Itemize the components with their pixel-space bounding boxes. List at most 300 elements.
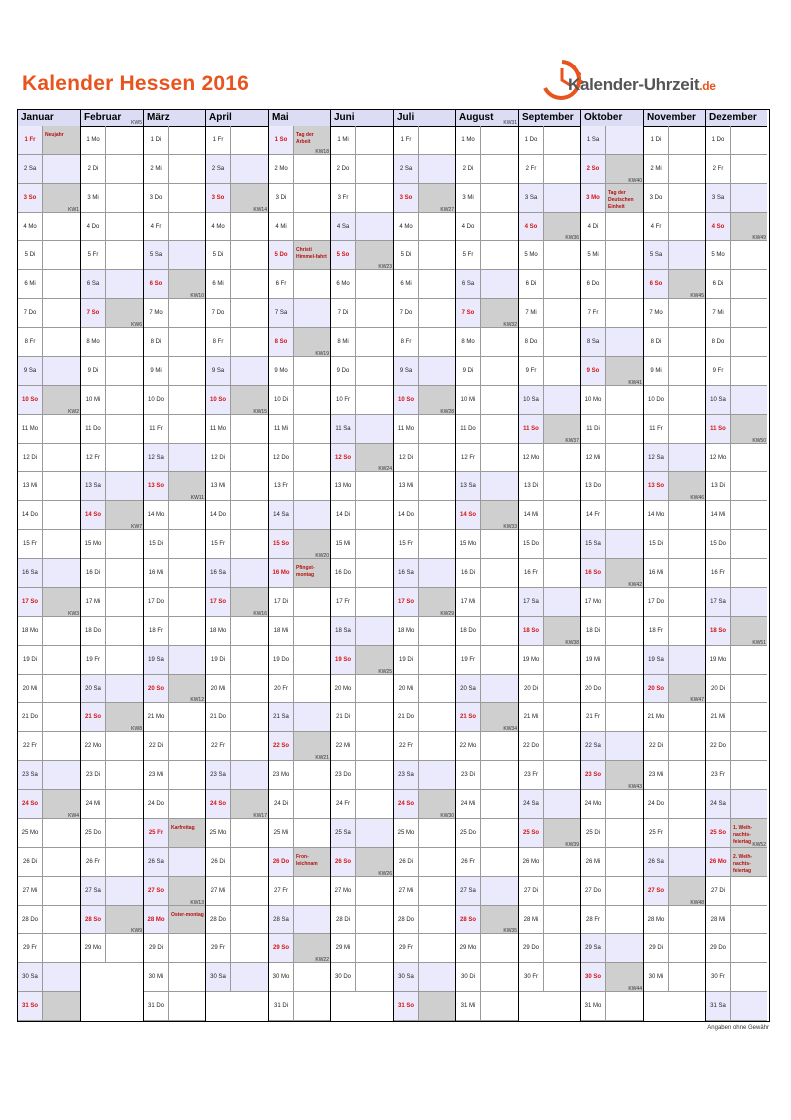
disclaimer: Angaben ohne Gewähr xyxy=(707,1025,769,1031)
day-note-area xyxy=(418,270,455,298)
day-note-area xyxy=(168,357,205,385)
day-note-area xyxy=(730,639,767,674)
day-label: 1 Fr xyxy=(212,137,224,143)
day-label: 18 Do xyxy=(84,627,101,634)
day-label: 6 Mi xyxy=(24,281,36,288)
day-label: 10 Sa xyxy=(710,396,726,403)
day-cell xyxy=(519,675,580,704)
day-label: 11 Fr xyxy=(149,425,163,432)
day-note-area xyxy=(730,559,767,587)
day-cell xyxy=(456,357,518,386)
day-cell xyxy=(331,126,393,155)
day-note-area xyxy=(605,177,643,212)
day-cell xyxy=(18,963,80,992)
day-label: 19 Sa xyxy=(148,656,164,663)
day-cell xyxy=(206,848,268,877)
day-cell xyxy=(144,819,205,848)
day-note-area xyxy=(105,357,143,385)
day-label: 27 Mi xyxy=(210,887,226,894)
day-note-area xyxy=(543,559,580,587)
day-note-area xyxy=(605,444,643,472)
day-cell xyxy=(144,444,205,473)
day-note-area xyxy=(293,617,330,645)
day-label: 7 Di xyxy=(337,310,349,317)
day-label: 27 Mo xyxy=(334,887,352,894)
day-cell xyxy=(206,444,268,473)
day-cell xyxy=(206,241,268,270)
day-cell xyxy=(18,501,80,530)
day-label: 29 Mo xyxy=(84,945,102,952)
day-note-area xyxy=(42,328,80,356)
day-note-area xyxy=(230,408,268,443)
day-cell xyxy=(706,588,767,617)
day-note-area xyxy=(168,444,205,472)
day-cell xyxy=(519,761,580,790)
day-label: 20 Mi xyxy=(210,685,226,692)
day-cell xyxy=(18,646,80,675)
day-note-area xyxy=(543,790,580,818)
day-label: 14 Fr xyxy=(585,512,600,519)
day-note-area xyxy=(42,963,80,991)
day-cell xyxy=(394,877,455,906)
day-label: 3 Mi xyxy=(462,194,474,201)
day-note-area xyxy=(168,126,205,154)
day-label: 14 Sa xyxy=(273,512,289,519)
day-label: 27 So xyxy=(647,887,664,894)
day-label: 18 Mo xyxy=(21,627,39,634)
day-note-area xyxy=(418,848,455,876)
week-number: KW41 xyxy=(628,379,642,386)
day-label: 10 Do xyxy=(147,396,164,403)
week-number: KW11 xyxy=(190,495,204,502)
day-note-area xyxy=(105,444,143,472)
day-label: 17 So xyxy=(397,598,414,605)
day-note-area xyxy=(168,328,205,356)
day-cell xyxy=(206,155,268,184)
day-note-area xyxy=(355,819,393,847)
day-note-area xyxy=(605,617,643,645)
week-number: KW34 xyxy=(503,726,517,733)
day-cell xyxy=(706,790,767,819)
day-label: 12 So xyxy=(334,454,351,461)
day-cell xyxy=(144,646,205,675)
day-label: 2 Mo xyxy=(274,165,288,172)
day-note-area xyxy=(355,184,393,212)
week-number: KW3 xyxy=(68,610,79,617)
day-label: 2 So xyxy=(586,165,600,172)
day-label: 25 Mo xyxy=(21,829,39,836)
day-label: 10 Mi xyxy=(460,396,476,403)
day-cell xyxy=(206,357,268,386)
day-note-area xyxy=(230,848,268,876)
day-cell xyxy=(519,530,580,559)
day-label: 6 Do xyxy=(586,281,600,288)
day-cell xyxy=(581,299,643,328)
day-label: 10 Mo xyxy=(584,396,602,403)
day-cell xyxy=(581,126,643,155)
day-label: 17 Mi xyxy=(460,598,476,605)
day-cell xyxy=(581,501,643,530)
day-cell xyxy=(519,639,580,675)
day-cell xyxy=(331,501,393,530)
day-note-area xyxy=(42,299,80,327)
day-label: 13 Do xyxy=(584,483,601,490)
day-label: 9 Di xyxy=(87,367,99,374)
day-label: 26 Mi xyxy=(585,858,601,865)
day-cell xyxy=(581,472,643,501)
day-note-area xyxy=(730,906,767,934)
day-cell xyxy=(206,761,268,790)
day-note-area xyxy=(355,155,393,183)
day-note-area xyxy=(480,444,518,472)
day-label: 30 Mo xyxy=(272,974,290,981)
day-label: 8 Di xyxy=(150,339,162,346)
week-number: KW1 xyxy=(68,206,79,213)
day-cell xyxy=(456,588,518,617)
day-cell xyxy=(706,963,767,992)
day-label: 12 Sa xyxy=(648,454,664,461)
day-cell xyxy=(644,646,705,675)
day-cell xyxy=(394,206,455,242)
day-note-area xyxy=(230,299,268,327)
day-label: 26 Di xyxy=(210,858,225,865)
day-label: 24 Fr xyxy=(335,801,350,808)
day-note-area xyxy=(293,790,330,818)
day-label: 23 So xyxy=(584,772,601,779)
day-label: 26 Di xyxy=(22,858,37,865)
day-label: 31 Di xyxy=(273,1003,288,1010)
day-note-area xyxy=(418,675,455,703)
day-cell xyxy=(18,848,80,877)
day-cell xyxy=(706,184,767,213)
day-cell xyxy=(456,963,518,992)
day-cell xyxy=(644,184,705,213)
day-label: 28 So xyxy=(459,916,476,923)
day-cell xyxy=(706,472,767,501)
day-label: 11 Sa xyxy=(335,425,351,432)
day-note-area xyxy=(230,906,268,934)
day-cell xyxy=(144,357,205,386)
day-label: 9 Mi xyxy=(150,367,162,374)
week-number: KW20 xyxy=(315,553,329,560)
day-note-area xyxy=(730,877,767,905)
day-label: 13 So xyxy=(147,483,164,490)
day-label: 26 Di xyxy=(398,858,413,865)
day-cell xyxy=(644,732,705,761)
day-note-area xyxy=(105,819,143,847)
day-label: 22 Di xyxy=(148,743,163,750)
day-cell xyxy=(144,848,205,877)
day-note-area xyxy=(418,761,455,789)
day-label: 21 Do xyxy=(21,714,38,721)
day-cell xyxy=(206,877,268,906)
day-label: 30 Fr xyxy=(523,974,538,981)
day-label: 29 Sa xyxy=(585,945,601,952)
day-label: 8 Sa xyxy=(586,339,600,346)
day-label: 25 Mo xyxy=(397,829,415,836)
day-cell xyxy=(456,386,518,415)
day-label: 9 Sa xyxy=(23,367,37,374)
day-note-area xyxy=(668,415,705,443)
day-label: 28 Di xyxy=(335,916,350,923)
day-note-area xyxy=(480,472,518,500)
day-label: 25 Mo xyxy=(209,829,227,836)
day-note-area xyxy=(355,213,393,241)
day-cell xyxy=(18,241,80,270)
day-label: 8 Do xyxy=(524,339,538,346)
day-label: 25 So xyxy=(709,829,726,836)
day-cell xyxy=(18,992,80,1021)
day-note-area xyxy=(730,437,767,472)
day-cell xyxy=(519,877,580,906)
day-label: 4 So xyxy=(711,223,725,230)
day-cell xyxy=(144,495,205,530)
day-note-area xyxy=(668,293,705,327)
day-cell xyxy=(644,530,705,559)
day-note-area xyxy=(605,415,643,443)
week-number: KW19 xyxy=(315,350,329,357)
day-cell xyxy=(456,646,518,675)
week-number: KW25 xyxy=(378,668,392,675)
day-cell xyxy=(269,299,330,328)
day-label: 20 So xyxy=(147,685,164,692)
day-cell xyxy=(144,790,205,819)
day-label: 13 Mi xyxy=(398,483,414,490)
day-note-area xyxy=(42,812,80,847)
day-cell xyxy=(331,668,393,704)
month-header: Juni xyxy=(331,110,393,127)
day-note-area xyxy=(293,675,330,703)
day-label: 6 So xyxy=(649,281,663,288)
week-number: KW32 xyxy=(503,322,517,329)
day-cell xyxy=(81,646,143,675)
day-cell xyxy=(394,501,455,530)
day-note-area xyxy=(168,819,205,847)
day-label: 4 So xyxy=(524,223,538,230)
day-cell xyxy=(81,444,143,473)
day-label: 31 So xyxy=(397,1003,414,1010)
day-note-area xyxy=(480,415,518,443)
day-note-area xyxy=(355,264,393,298)
day-label: 20 So xyxy=(647,685,664,692)
day-label: 17 Sa xyxy=(710,598,726,605)
day-label: 25 Fr xyxy=(148,829,164,836)
day-note-area xyxy=(293,213,330,241)
day-label: 4 Mi xyxy=(275,223,287,230)
day-note-area xyxy=(605,472,643,500)
day-note-area xyxy=(418,812,455,847)
day-label: 27 So xyxy=(147,887,164,894)
day-label: 2 Do xyxy=(336,165,350,172)
day-note-area xyxy=(730,235,767,269)
day-note-area xyxy=(480,675,518,703)
day-cell xyxy=(269,270,330,299)
week-number: KW18 xyxy=(315,148,329,155)
week-number: KW29 xyxy=(440,610,454,617)
day-cell xyxy=(644,126,705,155)
day-cell xyxy=(81,726,143,761)
day-note-area xyxy=(480,386,518,414)
day-note-area xyxy=(168,530,205,558)
day-cell xyxy=(706,992,767,1021)
day-note-area xyxy=(605,848,643,876)
day-note-area xyxy=(293,877,330,905)
week-number: KW9 xyxy=(131,928,142,935)
day-note-area xyxy=(105,928,143,962)
day-label: 24 Sa xyxy=(523,801,539,808)
day-label: 6 So xyxy=(149,281,163,288)
day-note-area xyxy=(355,870,393,905)
day-label: 2 Sa xyxy=(23,165,37,172)
day-cell xyxy=(519,472,580,501)
week-number: KW38 xyxy=(565,639,579,646)
day-cell xyxy=(706,639,767,675)
day-label: 23 Mi xyxy=(148,772,164,779)
day-label: 18 So xyxy=(522,627,539,634)
month-column xyxy=(80,110,143,1021)
day-cell xyxy=(206,610,268,646)
day-note-area xyxy=(105,241,143,269)
day-note-area xyxy=(230,703,268,731)
day-label: 14 Di xyxy=(335,512,350,519)
day-note-area xyxy=(730,761,767,789)
day-note-area xyxy=(605,819,643,847)
day-note-area xyxy=(42,848,80,876)
day-label: 30 So xyxy=(584,974,601,981)
day-label: 7 Mo xyxy=(649,310,663,317)
day-note-area xyxy=(730,126,767,154)
day-note-area xyxy=(105,322,143,356)
day-note-area xyxy=(418,530,455,558)
day-label: 13 Mi xyxy=(210,483,226,490)
week-number: KW48 xyxy=(690,899,704,906)
day-note-area xyxy=(168,848,205,876)
day-note-area xyxy=(230,241,268,269)
day-label: 19 Mo xyxy=(709,656,727,663)
day-cell xyxy=(18,559,80,588)
day-note-area xyxy=(668,790,705,818)
day-label: 23 Fr xyxy=(523,772,538,779)
day-label: 11 Mi xyxy=(273,425,289,432)
day-label: 21 Fr xyxy=(585,714,600,721)
day-note-area xyxy=(543,126,580,154)
day-note-area xyxy=(605,581,643,616)
day-note-area xyxy=(668,934,705,962)
page-title: Kalender Hessen 2016 xyxy=(22,72,249,95)
day-cell xyxy=(331,415,393,444)
day-cell xyxy=(456,848,518,877)
day-note-area xyxy=(230,675,268,703)
day-cell xyxy=(331,761,393,790)
day-note-area xyxy=(230,610,268,645)
day-note-area xyxy=(605,732,643,760)
day-cell xyxy=(18,155,80,184)
day-note-area xyxy=(668,184,705,212)
day-label: 7 Sa xyxy=(274,310,288,317)
day-label: 15 Di xyxy=(648,541,663,548)
day-label: 3 So xyxy=(211,194,225,201)
day-cell xyxy=(144,697,205,732)
day-cell xyxy=(206,270,268,299)
day-label: 25 Do xyxy=(459,829,476,836)
day-note-area xyxy=(668,848,705,876)
day-label: 17 Mo xyxy=(584,598,602,605)
day-note-area xyxy=(543,732,580,760)
day-label: 17 So xyxy=(209,598,226,605)
day-note-area xyxy=(355,963,393,991)
day-note-area xyxy=(418,155,455,183)
day-note-area xyxy=(418,328,455,356)
day-label: 18 Sa xyxy=(335,627,351,634)
day-cell xyxy=(456,877,518,906)
day-note-area xyxy=(543,184,580,212)
day-cell xyxy=(269,617,330,646)
day-label: 22 So xyxy=(272,743,289,750)
week-number: KW44 xyxy=(628,986,642,993)
day-note-area xyxy=(168,293,205,327)
day-label: 1 Di xyxy=(150,137,162,143)
day-label: 3 Do xyxy=(149,194,163,201)
day-label: 13 Mo xyxy=(334,483,352,490)
day-cell xyxy=(394,703,455,732)
day-cell xyxy=(394,559,455,588)
day-note-area xyxy=(293,553,330,587)
day-note-area xyxy=(293,444,330,472)
day-note-area xyxy=(355,703,393,731)
day-label: 1 Do xyxy=(524,137,538,143)
day-cell xyxy=(144,588,205,617)
day-cell xyxy=(81,213,143,242)
week-number: KW14 xyxy=(253,206,267,213)
month-header: Dezember xyxy=(706,110,767,127)
day-note-area xyxy=(355,126,393,154)
day-label: 9 Do xyxy=(336,367,350,374)
day-note-area xyxy=(42,155,80,183)
day-note-area xyxy=(418,299,455,327)
day-note-area xyxy=(168,386,205,414)
day-cell xyxy=(144,934,205,963)
day-note-area xyxy=(293,472,330,500)
day-label: 4 Mo xyxy=(23,223,37,230)
day-label: 16 Mi xyxy=(148,570,164,577)
day-label: 11 Mo xyxy=(397,425,415,432)
day-note-area xyxy=(230,357,268,385)
day-label: 12 Mo xyxy=(522,454,540,461)
day-cell xyxy=(81,241,143,270)
holiday-name: Pfingst-montag xyxy=(296,565,315,579)
week-number: KW30 xyxy=(440,812,454,819)
day-cell xyxy=(18,328,80,357)
day-note-area xyxy=(543,328,580,356)
day-cell xyxy=(581,732,643,761)
day-label: 14 Mi xyxy=(523,512,539,519)
day-cell xyxy=(581,646,643,675)
day-label: 13 Mi xyxy=(22,483,38,490)
day-note-area xyxy=(105,675,143,703)
day-note-area xyxy=(42,270,80,298)
day-cell xyxy=(269,472,330,501)
day-note-area xyxy=(418,501,455,529)
day-cell xyxy=(81,472,143,501)
day-cell xyxy=(269,444,330,473)
day-note-area xyxy=(543,588,580,616)
month-column xyxy=(143,110,205,1021)
day-label: 23 Di xyxy=(460,772,475,779)
day-label: 25 Sa xyxy=(335,829,351,836)
day-cell xyxy=(706,437,767,473)
day-label: 24 Do xyxy=(647,801,664,808)
day-note-area xyxy=(730,790,767,818)
